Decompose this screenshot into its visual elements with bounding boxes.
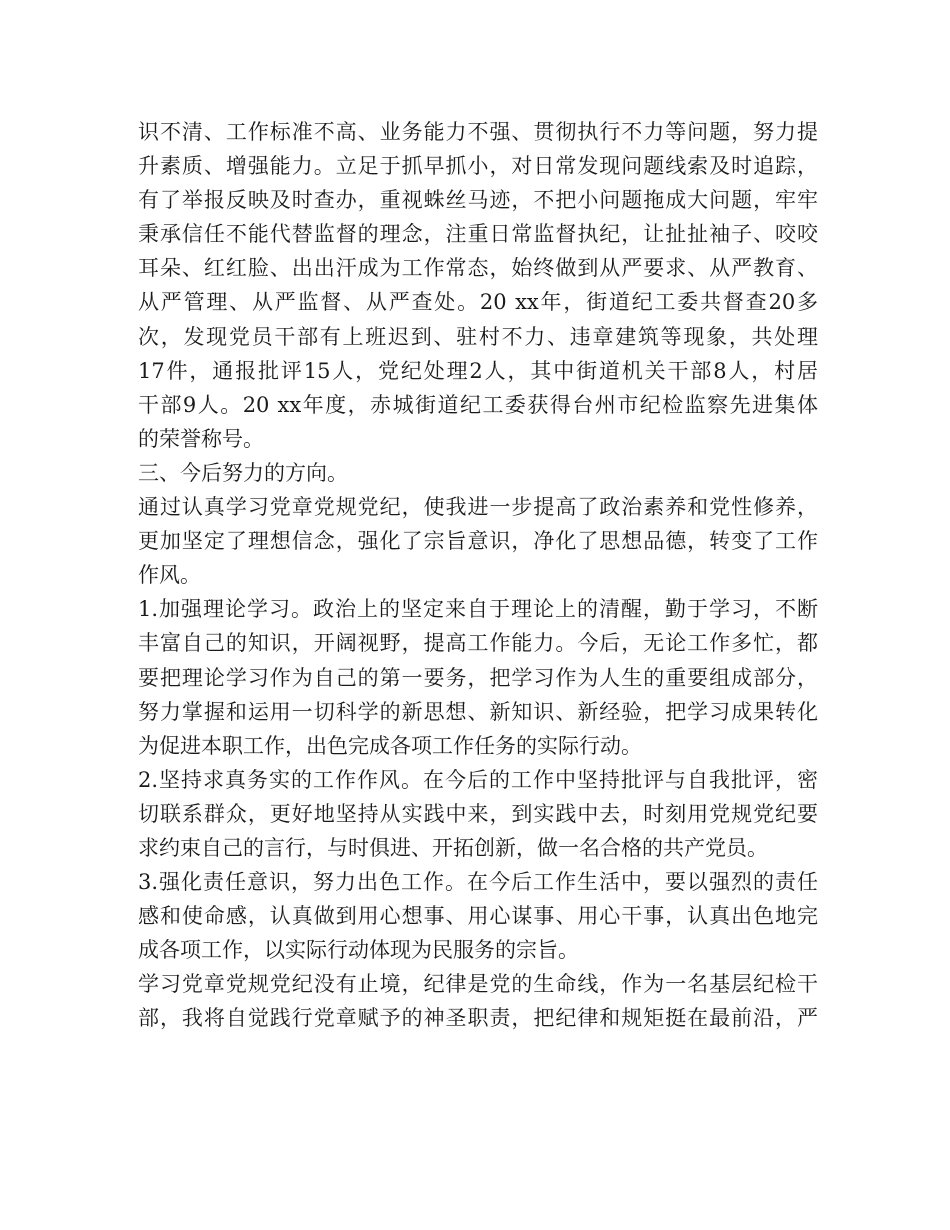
text-line: 切联系群众，更好地坚持从实践中来，到实践中去，时刻用党规党纪要	[138, 801, 818, 826]
text-line: 丰富自己的知识，开阔视野，提高工作能力。今后，无论工作多忙，都	[138, 631, 818, 656]
text-line: 17件，通报批评15人，党纪处理2人，其中街道机关干部8人，村居	[138, 358, 818, 383]
text-line: 为促进本职工作，出色完成各项工作任务的实际行动。	[138, 733, 642, 758]
text-line: 学习党章党规党纪没有止境，纪律是党的生命线，作为一名基层纪检干	[138, 972, 818, 997]
text-line: 更加坚定了理想信念，强化了宗旨意识，净化了思想品德，转变了工作	[138, 529, 818, 554]
text-line: 成各项工作，以实际行动体现为民服务的宗旨。	[138, 938, 579, 963]
text-line: 感和使命感，认真做到用心想事、用心谋事、用心干事，认真出色地完	[138, 904, 818, 929]
text-line: 干部9人。20 xx年度，赤城街道纪工委获得台州市纪检监察先进集体	[138, 392, 818, 417]
text-line: 部，我将自觉践行党章赋予的神圣职责，把纪律和规矩挺在最前沿，严	[138, 1006, 818, 1031]
text-line: 识不清、工作标准不高、业务能力不强、贯彻执行不力等问题，努力提	[138, 120, 818, 144]
section-heading: 三、今后努力的方向。	[138, 460, 348, 485]
text-line: 作风。	[138, 563, 201, 588]
text-line: 2.坚持求真务实的工作作风。在今后的工作中坚持批评与自我批评，密	[138, 767, 818, 792]
text-line: 升素质、增强能力。立足于抓早抓小，对日常发现问题线索及时追踪，	[138, 154, 818, 179]
text-line: 3.强化责任意识，努力出色工作。在今后工作生活中，要以强烈的责任	[138, 870, 818, 895]
text-line: 通过认真学习党章党规党纪，使我进一步提高了政治素养和党性修养，	[138, 495, 818, 520]
text-line: 从严管理、从严监督、从严查处。20 xx年，街道纪工委共督查20多	[138, 290, 818, 315]
text-line: 次，发现党员干部有上班迟到、驻村不力、违章建筑等现象，共处理	[138, 324, 818, 349]
text-line: 的荣誉称号。	[138, 426, 264, 451]
text-line: 努力掌握和运用一切科学的新思想、新知识、新经验，把学习成果转化	[138, 699, 818, 724]
text-line: 求约束自己的言行，与时俱进、开拓创新，做一名合格的共产党员。	[138, 835, 768, 860]
text-line: 1.加强理论学习。政治上的坚定来自于理论上的清醒，勤于学习，不断	[138, 597, 818, 622]
text-line: 有了举报反映及时查办，重视蛛丝马迹，不把小问题拖成大问题，牢牢	[138, 188, 818, 213]
text-line: 秉承信任不能代替监督的理念，注重日常监督执纪，让扯扯袖子、咬咬	[138, 222, 818, 247]
document-body	[138, 115, 818, 1036]
text-line: 耳朵、红红脸、出出汗成为工作常态，始终做到从严要求、从严教育、	[138, 256, 818, 281]
text-line: 要把理论学习作为自己的第一要务，把学习作为人生的重要组成部分，	[138, 665, 818, 690]
